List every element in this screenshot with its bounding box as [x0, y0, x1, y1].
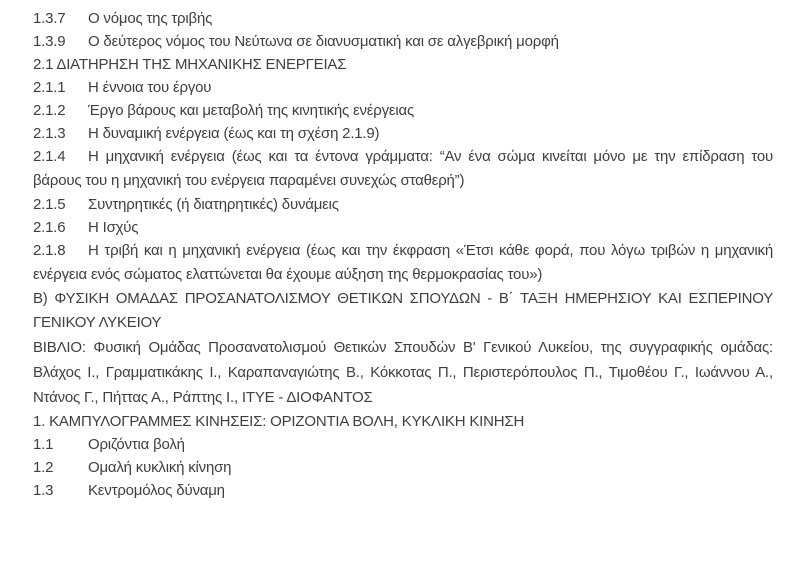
- item-number: 2.1.2: [33, 102, 66, 119]
- section-heading-b: Β) ΦΥΣΙΚΗ ΟΜΑΔΑΣ ΠΡΟΣΑΝΑΤΟΛΙΣΜΟΥ ΘΕΤΙΚΩΝ ΣΠΟΥΔΩΝ - Β΄ ΤΑΞΗ ΗΜΕΡΗΣΙΟΥ ΚΑΙ ΕΣΠΕΡΙΝΟΥ ΓΕΝΙΚΟΥ ΛΥΚΕΙΟΥ: [33, 290, 773, 331]
- item-text: Κεντρομόλος δύναμη: [88, 482, 225, 499]
- item-number: 2.1.5: [33, 196, 66, 213]
- item-text: Ο δεύτερος νόμος του Νεύτωνα σε διανυσματική και σε αλγεβρική μορφή: [88, 33, 559, 50]
- book-paragraph: ΒΙΒΛΙΟ: Φυσική Ομάδας Προσανατολισμού Θετικών Σπουδών Β' Γενικού Λυκείου, της συγγραφικής ομάδας: Βλάχος Ι., Γραμματικάκης Ι., Καραπαναγιώτης Β., Κόκκοτας Π., Περιστερόπουλος Π., Τιμοθέου Γ., Ιωάννου Α., Ντάνος Γ., Πήττας Α., Ράπτης Ι., ΙΤΥΕ - ΔΙΟΦΑΝΤΟΣ: [33, 339, 773, 406]
- item-number: 2.1.3: [33, 125, 66, 142]
- toc-item-2-1-8: [33, 239, 773, 287]
- item-text: Η δυναμική ενέργεια (έως και τη σχέση 2.1.9): [88, 125, 380, 142]
- item-text: Ο νόμος της τριβής: [88, 10, 213, 27]
- toc-item-1-3-7: [33, 7, 773, 30]
- toc-item-2-1-6: [33, 216, 773, 239]
- toc-item-2-1-4: [33, 145, 773, 193]
- item-text: Συντηρητικές (ή διατηρητικές) δυνάμεις: [88, 196, 339, 213]
- toc-item-2-1-5: [33, 193, 773, 216]
- toc-item-2-1-1: [33, 76, 773, 99]
- item-text: Ομαλή κυκλική κίνηση: [88, 459, 232, 476]
- toc-item-2-1-2: [33, 99, 773, 122]
- item-number: 1.3.9: [33, 33, 66, 50]
- item-number: 1.1: [33, 436, 54, 453]
- item-number: 2.1.8: [33, 242, 66, 259]
- item-text: Η έννοια του έργου: [88, 79, 212, 96]
- item-number: 2.1.6: [33, 219, 66, 236]
- section-heading-2-1: 2.1 ΔΙΑΤΗΡΗΣΗ ΤΗΣ ΜΗΧΑΝΙΚΗΣ ΕΝΕΡΓΕΙΑΣ: [33, 56, 347, 73]
- toc-item-1-3-9: [33, 30, 773, 53]
- item-number: 2.1.1: [33, 79, 66, 96]
- toc-item-2-1-3: [33, 122, 773, 145]
- item-text: Η μηχανική ενέργεια (έως και τα έντονα γράμματα: “Αν ένα σώμα κινείται μόνο με την επίδραση του βάρους του η μηχανική του ενέργεια παραμένει συνεχώς σταθερή”): [33, 148, 773, 189]
- toc-item-1-3: [33, 479, 773, 502]
- item-number: 1.2: [33, 459, 54, 476]
- toc-item-1-2: [33, 456, 773, 479]
- item-text: Οριζόντια βολή: [88, 436, 185, 453]
- item-number: 1.3: [33, 482, 54, 499]
- item-number: 2.1.4: [33, 148, 66, 165]
- item-text: Έργο βάρους και μεταβολή της κινητικής ενέργειας: [88, 102, 415, 119]
- item-number: 1.3.7: [33, 10, 66, 27]
- item-text: Η Ισχύς: [88, 219, 139, 236]
- item-text: Η τριβή και η μηχανική ενέργεια (έως και την έκφραση «Έτσι κάθε φορά, που λόγω τριβών η μηχανική ενέργεια ενός σώματος ελαττώνεται θα έχουμε αύξηση της θερμοκρασίας του»): [33, 242, 773, 283]
- toc-item-1-1: [33, 433, 773, 456]
- section-heading-1: 1. ΚΑΜΠΥΛΟΓΡΑΜΜΕΣ ΚΙΝΗΣΕΙΣ: ΟΡΙΖΟΝΤΙΑ ΒΟΛΗ, ΚΥΚΛΙΚΗ ΚΙΝΗΣΗ: [33, 413, 525, 430]
